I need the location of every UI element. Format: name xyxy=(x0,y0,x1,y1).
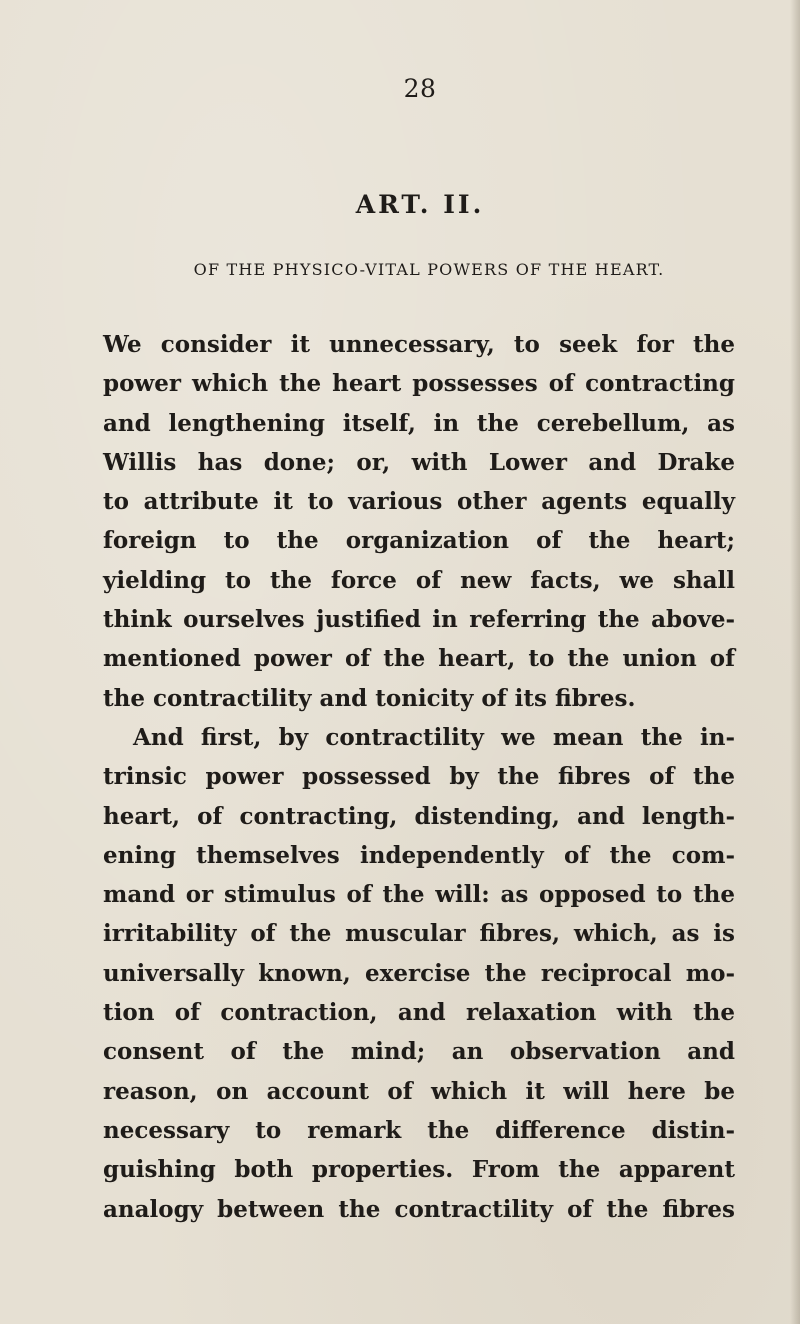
text-line: analogy between the contractility of the fibres xyxy=(103,1195,735,1223)
text-line: And first, by contractility we mean the in- xyxy=(133,723,735,751)
text-line: necessary to remark the difference distin- xyxy=(103,1116,735,1144)
text-line: heart, of contracting, distending, and length- xyxy=(103,802,735,830)
text-line: consent of the mind; an observation and xyxy=(103,1038,735,1066)
text-line: trinsic power possessed by the fibres of the xyxy=(103,763,735,791)
text-line: to attribute it to various other agents equally xyxy=(103,488,735,516)
text-line: irritability of the muscular fibres, which, as is xyxy=(103,920,735,948)
text-line: reason, on account of which it will here be xyxy=(103,1077,735,1105)
body-text xyxy=(103,325,735,1229)
text-line: think ourselves justified in referring the above- xyxy=(103,606,735,634)
text-line: Willis has done; or, with Lower and Drake xyxy=(103,448,735,476)
article-heading: ART. II. xyxy=(355,190,485,219)
section-title: OF THE PHYSICO-VITAL POWERS OF THE HEART. xyxy=(193,260,665,279)
text-line: mentioned power of the heart, to the union of xyxy=(103,645,735,673)
text-line: ening themselves independently of the com- xyxy=(103,841,735,869)
text-line: tion of contraction, and relaxation with the xyxy=(103,999,735,1027)
page-number: 28 xyxy=(403,74,437,103)
text-line: mand or stimulus of the will: as opposed to the xyxy=(103,881,735,909)
text-line: foreign to the organization of the heart; xyxy=(103,527,735,555)
text-line: yielding to the force of new facts, we shall xyxy=(103,566,735,594)
text-line: We consider it unnecessary, to seek for the xyxy=(103,331,735,358)
text-line: and lengthening itself, in the cerebellum, as xyxy=(103,409,735,437)
text-line: the contractility and tonicity of its fibres. xyxy=(103,684,636,712)
text-line: power which the heart possesses of contracting xyxy=(103,370,735,398)
text-line: guishing both properties. From the apparent xyxy=(103,1156,735,1184)
text-line: universally known, exercise the reciprocal mo- xyxy=(103,959,735,987)
